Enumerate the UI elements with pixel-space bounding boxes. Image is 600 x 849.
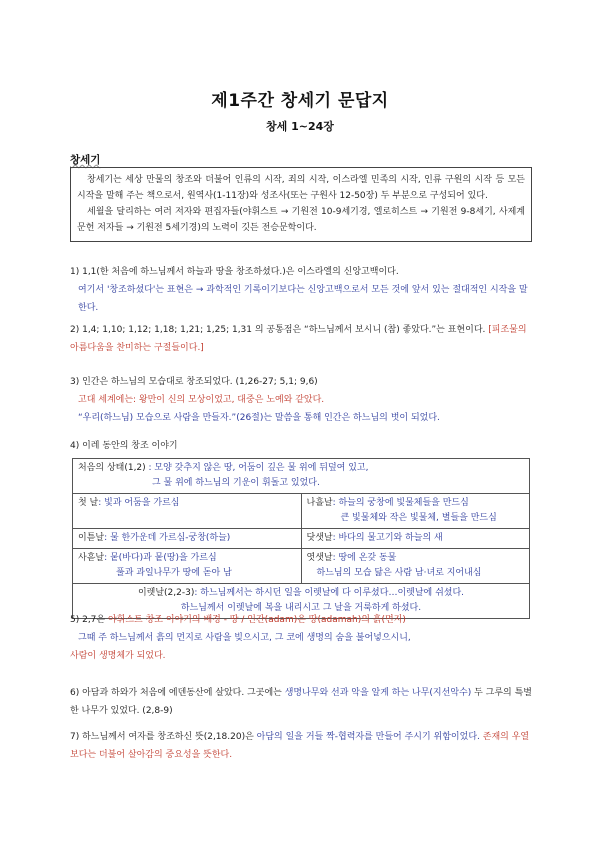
day6-text-1: : 땅에 온갖 동물	[332, 553, 397, 563]
day7-label: 이렛날(2,2-3)	[137, 588, 195, 598]
day4-label: 나흘날	[306, 498, 333, 508]
start-text-2: 그 물 위에 하느님의 기운이 휘돌고 있었다.	[152, 478, 320, 488]
day2-label: 이튿날	[78, 533, 105, 543]
question-5-answer-1: 그때 주 하느님께서 흙의 먼지로 사람을 빚으시고, 그 코에 생명의 숨을 불어넣으시니,	[78, 633, 411, 643]
day1-text: : 빛과 어둠을 가르심	[98, 498, 180, 508]
day3-label: 사흗날	[78, 553, 105, 563]
intro-paragraph-1: 창세기는 세상 만물의 창조와 더불어 인류의 시작, 죄의 시작, 이스라엘 민족의 시작, 인류 구원의 시작 등 모든 시작을 말해 주는 책으로서, 원역사(1-11장)와 성조사(또는 구원사 12-50장) 두 부분으로 구성되어 있다.	[77, 175, 525, 201]
question-1	[70, 263, 532, 317]
intro-paragraph-2: 세월을 달리하는 여러 저자와 편집자들(야휘스트 → 기원전 10-9세기경, 엘로히스트 → 기원전 9-8세기, 사제계 문헌 저자들 → 기원전 5세기경)의 노력이 깃든 전승문학이다.	[77, 207, 525, 233]
section-label: 창세기	[70, 154, 101, 166]
question-5-prefix: 5) 2,7은	[70, 615, 108, 625]
table-row	[73, 459, 530, 494]
question-5	[70, 611, 532, 665]
day4-text-1: : 하늘의 궁창에 빛물체들을 만드심	[332, 498, 469, 508]
question-7-prefix: 7) 하느님께서 여자를 창조하신 뜻(2,18.20)은	[70, 732, 257, 742]
day2-cell	[73, 529, 302, 549]
table-row	[73, 494, 530, 529]
question-5-highlight: 야휘스트 창조 이야기의 배경 - 땅 / 인간(adam)은 땅(adamah)의 흙(먼지)	[107, 615, 406, 625]
day1-label: 첫 날	[78, 498, 99, 508]
table-row	[73, 529, 530, 549]
question-2	[70, 321, 532, 357]
start-label: 처음의 상태(1,2)	[78, 463, 146, 473]
day5-label: 닷샛날	[306, 533, 333, 543]
question-7-answer: 아담의 일을 거들 짝-협력자를 만들어 주시기 위함이었다.	[256, 732, 480, 742]
page-subtitle: 창세 1~24장	[266, 120, 334, 133]
table-row	[73, 549, 530, 584]
question-7	[70, 728, 532, 764]
day6-cell	[301, 549, 530, 584]
question-6-answer: 생명나무와 선과 악을 알게 하는 나무(지선악수)	[284, 688, 472, 698]
question-3	[70, 373, 532, 427]
question-6-suffix: 두 그루의 특별한 나무가 있었다. (2,8-9)	[70, 688, 532, 716]
intro-box	[70, 167, 532, 242]
question-7-note: 존재의 우열보다는 더불어 살아감의 중요성을 뜻한다.	[70, 732, 530, 760]
question-6-prefix: 6) 아담과 하와가 처음에 에덴동산에 살았다. 그곳에는	[70, 688, 285, 698]
question-1-text: 1) 1,1(한 처음에 하느님께서 하늘과 땅을 창조하셨다.)은 이스라엘의 신앙고백이다.	[70, 267, 399, 277]
start-text-1: : 모양 갖추지 않은 땅, 어둠이 깊은 물 위에 뒤덮여 있고,	[145, 463, 369, 473]
page-title: 제1주간 창세기 문답지	[211, 91, 389, 111]
day7-text-1: : 하느님께서는 하시던 일을 이렛날에 다 이루셨다…이렛날에 쉬셨다.	[194, 588, 465, 598]
creation-table	[72, 458, 530, 619]
day6-label: 엿샛날	[306, 553, 333, 563]
day4-cell	[301, 494, 530, 529]
day4-text-2: 큰 빛물체와 작은 빛물체, 별들을 만드심	[340, 513, 497, 523]
question-6	[70, 684, 532, 720]
question-5-answer-2: 사람이 생명체가 되었다.	[70, 651, 166, 661]
question-2-text: 2) 1,4; 1,10; 1,12; 1,18; 1,21; 1,25; 1,31 의 공통점은 “하느님께서 보시니 (참) 좋았다.”는 표현이다.	[70, 325, 486, 335]
day5-text: : 바다의 물고기와 하늘의 새	[332, 533, 443, 543]
day6-text-2: 하느님의 모습 닮은 사람 남·녀로 지어내심	[316, 568, 482, 578]
question-3-answer-2: “우리(하느님) 모습으로 사람을 만들자.”(26절)는 말씀을 통해 인간은 하느님의 벗이 되었다.	[78, 413, 440, 423]
question-1-answer: 여기서 '창조하셨다'는 표현은 → 과학적인 기록이기보다는 신앙고백으로서 모든 것에 앞서 있는 절대적인 시작을 말한다.	[78, 285, 528, 313]
creation-start-cell	[73, 459, 530, 494]
day5-cell	[301, 529, 530, 549]
question-3-text: 3) 인간은 하느님의 모습대로 창조되었다. (1,26-27; 5,1; 9,6)	[70, 377, 318, 387]
question-4	[70, 437, 532, 455]
day1-cell	[73, 494, 302, 529]
day2-text: : 물 한가운데 가르심-궁창(하늘)	[104, 533, 231, 543]
day3-cell	[73, 549, 302, 584]
question-4-text: 4) 이레 동안의 창조 이야기	[70, 441, 178, 451]
question-2-answer: [피조물의 아름다움을 찬미하는 구절들이다.]	[70, 325, 527, 353]
day3-text-2: 풀과 과일나무가 땅에 돋아 남	[116, 568, 232, 578]
day3-text-1: : 뭍(바다)과 뭍(땅)을 가르심	[104, 553, 217, 563]
day7-text-2: 하느님께서 이렛날에 복을 내리시고 그 날을 거룩하게 하셨다.	[180, 603, 422, 613]
question-3-answer-1: 고대 세계에는: 왕만이 신의 모상이었고, 대중은 노예와 같았다.	[78, 395, 325, 405]
